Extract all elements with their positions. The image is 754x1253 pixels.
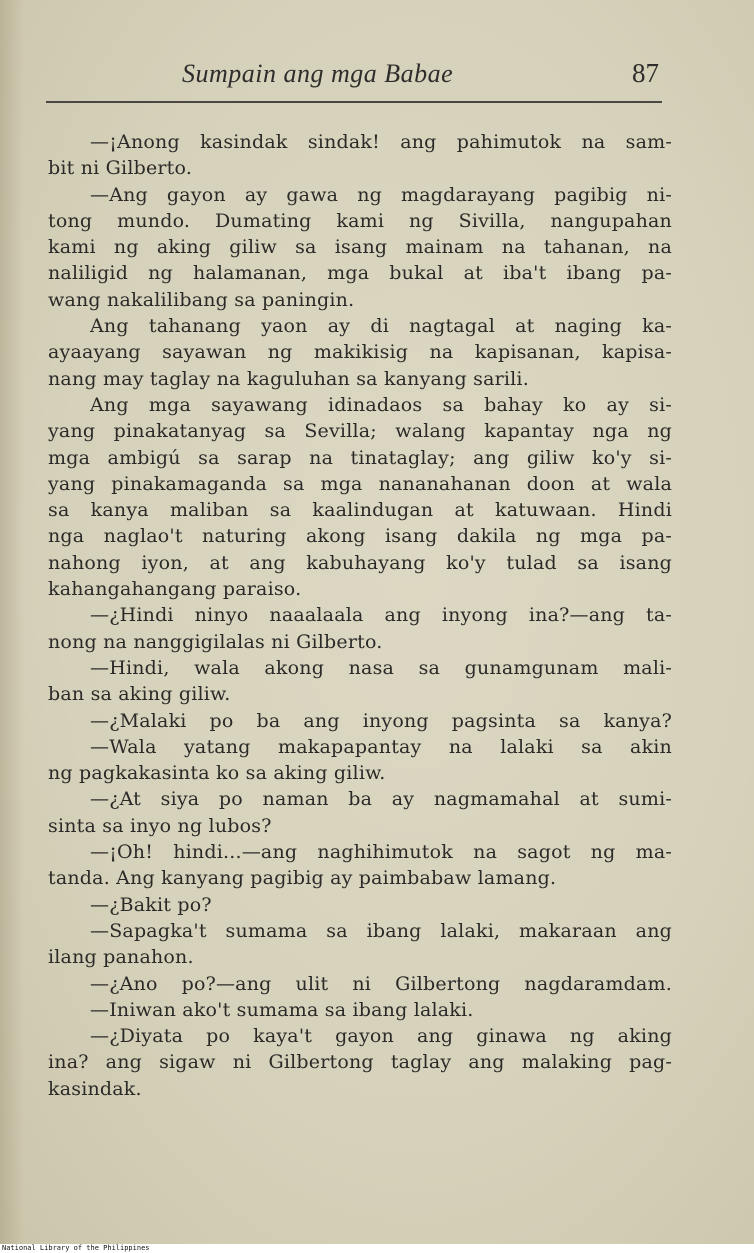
text-line: —¿Hindi ninyo naaalaala ang inyong ina?—ang ta- — [90, 604, 672, 627]
text-line: —Ang gayon ay gawa ng magdarayang pagibig ni- — [90, 183, 672, 206]
text-line: Ang mga sayawang idinadaos sa bahay ko ay si- — [90, 393, 672, 416]
text-line: ina? ang sigaw ni Gilbertong taglay ang malaking pag- — [48, 1051, 672, 1074]
text-line: —¡Anong kasindak sindak! ang pahimutok na sam- — [90, 131, 672, 153]
text-line: —Iniwan ako't sumama sa ibang lalaki. — [90, 998, 474, 1021]
text-line: sinta sa inyo ng lubos? — [48, 814, 272, 837]
text-line: kasindak. — [48, 1077, 142, 1100]
text-line: —Sapagka't sumama sa ibang lalaki, makaraan ang — [90, 919, 672, 942]
page-edge-shadow — [0, 0, 24, 1244]
text-line: kami ng aking giliw sa isang mainam na tahanan, na — [48, 236, 672, 259]
text-line: bit ni Gilberto. — [48, 157, 193, 180]
page-header — [0, 56, 754, 96]
running-title: Sumpain ang mga Babae — [182, 59, 454, 88]
text-line: Ang tahanang yaon ay di nagtagal at naging ka- — [90, 315, 672, 338]
text-line: wang nakalilibang sa paningin. — [48, 288, 355, 311]
text-line: —¿Ano po?—ang ulit ni Gilbertong nagdaramdam. — [90, 972, 672, 995]
header-rule — [46, 101, 662, 103]
text-line: kahangahangang paraiso. — [48, 578, 302, 601]
text-line: tanda. Ang kanyang pagibig ay paimbabaw lamang. — [48, 867, 557, 890]
text-line: nong na nanggigilalas ni Gilberto. — [48, 630, 383, 653]
text-line: nang may taglay na kaguluhan sa kanyang sarili. — [48, 367, 529, 390]
text-line: ayaayang sayawan ng makikisig na kapisanan, kapisa- — [48, 341, 672, 364]
text-line: nga naglao't naturing akong isang dakila ng mga pa- — [48, 525, 672, 548]
text-line: naliligid ng halamanan, mga bukal at iba't ibang pa- — [48, 262, 672, 285]
text-line: yang pinakamaganda sa mga nananahanan doon at wala — [48, 472, 672, 495]
text-line: —Hindi, wala akong nasa sa gunamgunam mali- — [90, 656, 672, 679]
text-line: ng pagkakasinta ko sa aking giliw. — [48, 762, 386, 785]
text-line: tong mundo. Dumating kami ng Sivilla, nangupahan — [48, 209, 672, 232]
text-line: nahong iyon, at ang kabuhayang ko'y tulad sa isang — [48, 551, 672, 574]
library-credit: National Library of the Philippines — [2, 1244, 150, 1252]
text-line: mga ambigú sa sarap na tinataglay; ang giliw ko'y si- — [48, 446, 672, 469]
text-line: ban sa aking giliw. — [48, 683, 231, 706]
text-line: ilang panahon. — [48, 946, 194, 969]
text-line: —Wala yatang makapapantay na lalaki sa akin — [90, 735, 672, 758]
text-line: sa kanya maliban sa kaalindugan at katuwaan. Hindi — [48, 499, 672, 522]
text-line: —¿At siya po naman ba ay nagmamahal at sumi- — [90, 788, 672, 811]
page-number: 87 — [632, 58, 659, 88]
text-line: —¿Diyata po kaya't gayon ang ginawa ng aking — [90, 1025, 672, 1048]
text-line: —¿Malaki po ba ang inyong pagsinta sa kanya? — [90, 709, 672, 732]
text-line: yang pinakatanyag sa Sevilla; walang kapantay nga ng — [48, 420, 672, 443]
text-line: —¡Oh! hindi...—ang naghihimutok na sagot ng ma- — [90, 841, 672, 864]
text-line: —¿Bakit po? — [90, 893, 212, 916]
body-text — [48, 129, 672, 1102]
